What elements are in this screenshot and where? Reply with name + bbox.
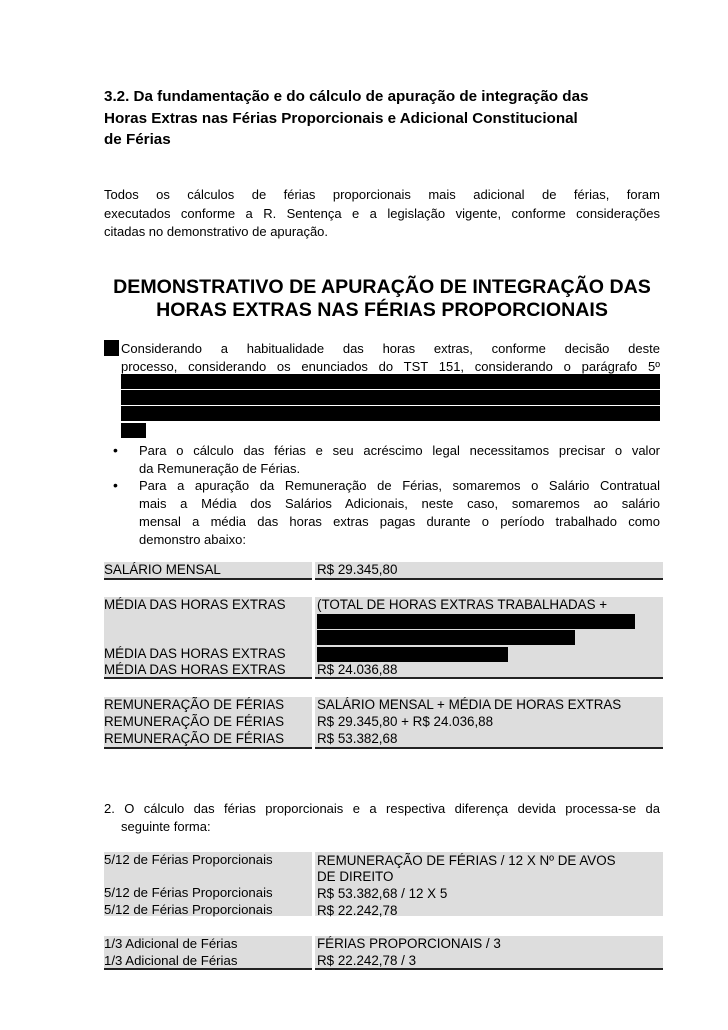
demonstrative-title-line: HORAS EXTRAS NAS FÉRIAS PROPORCIONAIS [156, 298, 608, 321]
salary-label: SALÁRIO MENSAL [104, 562, 221, 577]
remuneration-value: SALÁRIO MENSAL + MÉDIA DE HORAS EXTRAS [317, 697, 622, 712]
proportional-value: R$ 22.242,78 [317, 903, 398, 918]
proportional-value: R$ 53.382,68 / 12 X 5 [317, 886, 448, 901]
redaction-block [104, 340, 119, 356]
redaction-block [121, 374, 660, 389]
bullet-line: mensal a média das horas extras pagas durante o período trabalhado como [139, 513, 660, 529]
redaction-block [317, 630, 575, 645]
intro-line: Todos os cálculos de férias proporcionais mais adicional de férias, foram [104, 187, 660, 202]
bullet-line: Para a apuração da Remuneração de Férias, somaremos o Salário Contratual [139, 478, 660, 494]
bullet-line: da Remuneração de Férias. [139, 460, 301, 476]
considering-paragraph [121, 340, 660, 375]
section-2-paragraph [104, 800, 660, 836]
overtime-label: MÉDIA DAS HORAS EXTRAS [104, 662, 286, 677]
bullet-list [113, 442, 660, 548]
bullet-line: Para o cálculo das férias e seu acréscimo legal necessitamos precisar o valor [139, 443, 660, 458]
bullet-marker: • [113, 477, 118, 494]
overtime-value: R$ 24.036,88 [317, 662, 398, 677]
heading-line: 3.2. Da fundamentação e do cálculo de apuração de integração das [104, 88, 589, 105]
bullet-line: demonstro abaixo: [139, 531, 246, 547]
remuneration-value: R$ 29.345,80 + R$ 24.036,88 [317, 714, 494, 729]
redaction-block [317, 614, 635, 629]
considering-line: Considerando a habitualidade das horas extras, conforme decisão deste [121, 341, 660, 356]
salary-value: R$ 29.345,80 [317, 562, 398, 577]
redaction-block [121, 390, 660, 405]
section-2-line: 2. O cálculo das férias proporcionais e a respectiva diferença devida processa-se da [104, 801, 660, 816]
section-2-line: seguinte forma: [121, 819, 211, 834]
proportional-label: 5/12 de Férias Proporcionais [104, 852, 273, 867]
proportional-label: 5/12 de Férias Proporcionais [104, 885, 273, 900]
overtime-label: MÉDIA DAS HORAS EXTRAS [104, 597, 286, 612]
third-additional-value: R$ 22.242,78 / 3 [317, 953, 417, 968]
third-additional-label: 1/3 Adicional de Férias [104, 953, 238, 968]
heading-line: Horas Extras nas Férias Proporcionais e Adicional Constitucional [104, 109, 578, 127]
overtime-value: (TOTAL DE HORAS EXTRAS TRABALHADAS + [317, 597, 608, 612]
bullet-item [113, 477, 660, 548]
section-heading [104, 86, 660, 151]
proportional-value: REMUNERAÇÃO DE FÉRIAS / 12 X Nº DE AVOS [317, 853, 616, 868]
proportional-label: 5/12 de Férias Proporcionais [104, 902, 273, 917]
third-additional-value: FÉRIAS PROPORCIONAIS / 3 [317, 936, 501, 951]
intro-paragraph [104, 186, 660, 242]
intro-line: executados conforme a R. Sentença e a legislação vigente, conforme considerações [104, 205, 660, 221]
remuneration-label: REMUNERAÇÃO DE FÉRIAS [104, 697, 285, 712]
considering-line: processo, considerando os enunciados do TST 151, considerando o parágrafo 5º [121, 358, 660, 374]
bullet-line: mais a Média dos Salários Adicionais, neste caso, somaremos ao salário [139, 496, 660, 512]
demonstrative-title [104, 276, 660, 321]
redaction-block [121, 406, 660, 421]
bullet-item [113, 442, 660, 477]
bullet-marker: • [113, 442, 118, 458]
remuneration-value: R$ 53.382,68 [317, 731, 398, 746]
proportional-value: DE DIREITO [317, 869, 394, 884]
overtime-label: MÉDIA DAS HORAS EXTRAS [104, 646, 286, 661]
remuneration-label: REMUNERAÇÃO DE FÉRIAS [104, 714, 285, 729]
third-additional-label: 1/3 Adicional de Férias [104, 936, 238, 951]
redaction-block [317, 647, 508, 662]
intro-line: citadas no demonstrativo de apuração. [104, 224, 329, 240]
redaction-block [121, 423, 146, 438]
demonstrative-title-line: DEMONSTRATIVO DE APURAÇÃO DE INTEGRAÇÃO DAS [113, 276, 651, 298]
heading-line: de Férias [104, 131, 171, 148]
remuneration-label: REMUNERAÇÃO DE FÉRIAS [104, 731, 285, 746]
